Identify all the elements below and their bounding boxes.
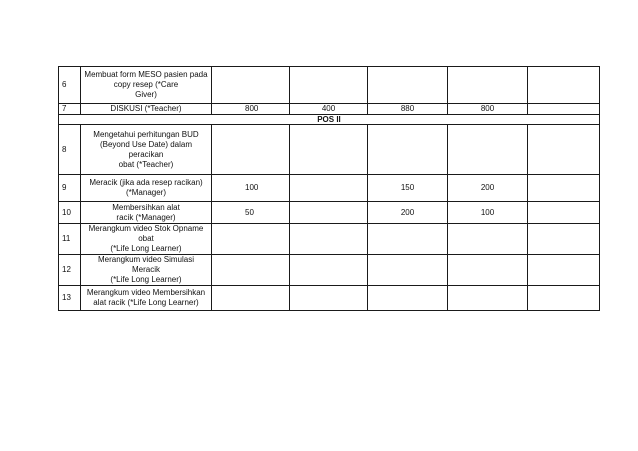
value-cell-1: 800 — [212, 104, 290, 115]
activity-text: Merangkum video Stok Opname obat (*Life Long Learner) — [88, 224, 204, 253]
value-cell-4: 100 — [448, 202, 528, 224]
value-cell-3: 200 — [368, 202, 448, 224]
table-row — [59, 175, 600, 202]
activity-table — [58, 66, 600, 311]
table-body — [59, 67, 600, 311]
value-cell-3: 150 — [368, 175, 448, 202]
value-cell-4 — [448, 224, 528, 255]
activity-cell — [81, 67, 212, 104]
value-cell-3 — [368, 286, 448, 311]
value-cell-4 — [448, 125, 528, 175]
value-cell-2 — [290, 67, 368, 104]
value-cell-4 — [448, 255, 528, 286]
value-cell-3 — [368, 255, 448, 286]
activity-cell — [81, 104, 212, 115]
value-cell-2: 400 — [290, 104, 368, 115]
activity-text: Membuat form MESO pasien pada copy resep (*Care Giver) — [84, 70, 208, 99]
value-cell-3 — [368, 67, 448, 104]
empty-cell — [528, 286, 600, 311]
table-row — [59, 255, 600, 286]
table-row — [59, 125, 600, 175]
value-cell-2 — [290, 202, 368, 224]
value-cell-2 — [290, 255, 368, 286]
empty-cell — [528, 224, 600, 255]
value-cell-2 — [290, 125, 368, 175]
activity-text: Meracik (jika ada resep racikan) (*Manager) — [89, 178, 203, 197]
row-number: 10 — [59, 202, 81, 224]
activity-cell — [81, 255, 212, 286]
value-cell-1 — [212, 224, 290, 255]
empty-cell — [528, 202, 600, 224]
section-title: POS II — [59, 115, 600, 125]
table-row — [59, 286, 600, 311]
row-number: 8 — [59, 125, 81, 175]
value-cell-1: 50 — [212, 202, 290, 224]
row-number: 6 — [59, 67, 81, 104]
activity-cell — [81, 286, 212, 311]
row-number: 7 — [59, 104, 81, 115]
value-cell-4: 200 — [448, 175, 528, 202]
activity-cell — [81, 125, 212, 175]
value-cell-2 — [290, 175, 368, 202]
value-cell-3 — [368, 125, 448, 175]
activity-text: Membersihkan alat racik (*Manager) — [112, 202, 180, 222]
activity-cell — [81, 202, 212, 224]
table-row — [59, 202, 600, 224]
value-cell-3: 880 — [368, 104, 448, 115]
activity-text: Mengetahui perhitungan BUD (Beyond Use Date) dalam peracikan obat (*Teacher) — [93, 129, 199, 169]
value-cell-1 — [212, 255, 290, 286]
empty-cell — [528, 175, 600, 202]
activity-text: Merangkum video Simulasi Meracik (*Life Long Learner) — [97, 255, 195, 284]
value-cell-4 — [448, 67, 528, 104]
value-cell-2 — [290, 286, 368, 311]
empty-cell — [528, 255, 600, 286]
value-cell-2 — [290, 224, 368, 255]
value-cell-3 — [368, 224, 448, 255]
value-cell-1 — [212, 286, 290, 311]
table-row — [59, 224, 600, 255]
empty-cell — [528, 104, 600, 115]
value-cell-1: 100 — [212, 175, 290, 202]
activity-text: Merangkum video Membersihkan alat racik (*Life Long Learner) — [86, 288, 206, 307]
row-number: 12 — [59, 255, 81, 286]
section-header-row — [59, 115, 600, 125]
table-row — [59, 67, 600, 104]
activity-cell — [81, 175, 212, 202]
empty-cell — [528, 125, 600, 175]
activity-text: DISKUSI (*Teacher) — [110, 104, 182, 113]
value-cell-1 — [212, 125, 290, 175]
row-number: 9 — [59, 175, 81, 202]
value-cell-1 — [212, 67, 290, 104]
empty-cell — [528, 67, 600, 104]
value-cell-4: 800 — [448, 104, 528, 115]
table-row — [59, 104, 600, 115]
value-cell-4 — [448, 286, 528, 311]
activity-cell — [81, 224, 212, 255]
row-number: 13 — [59, 286, 81, 311]
row-number: 11 — [59, 224, 81, 255]
